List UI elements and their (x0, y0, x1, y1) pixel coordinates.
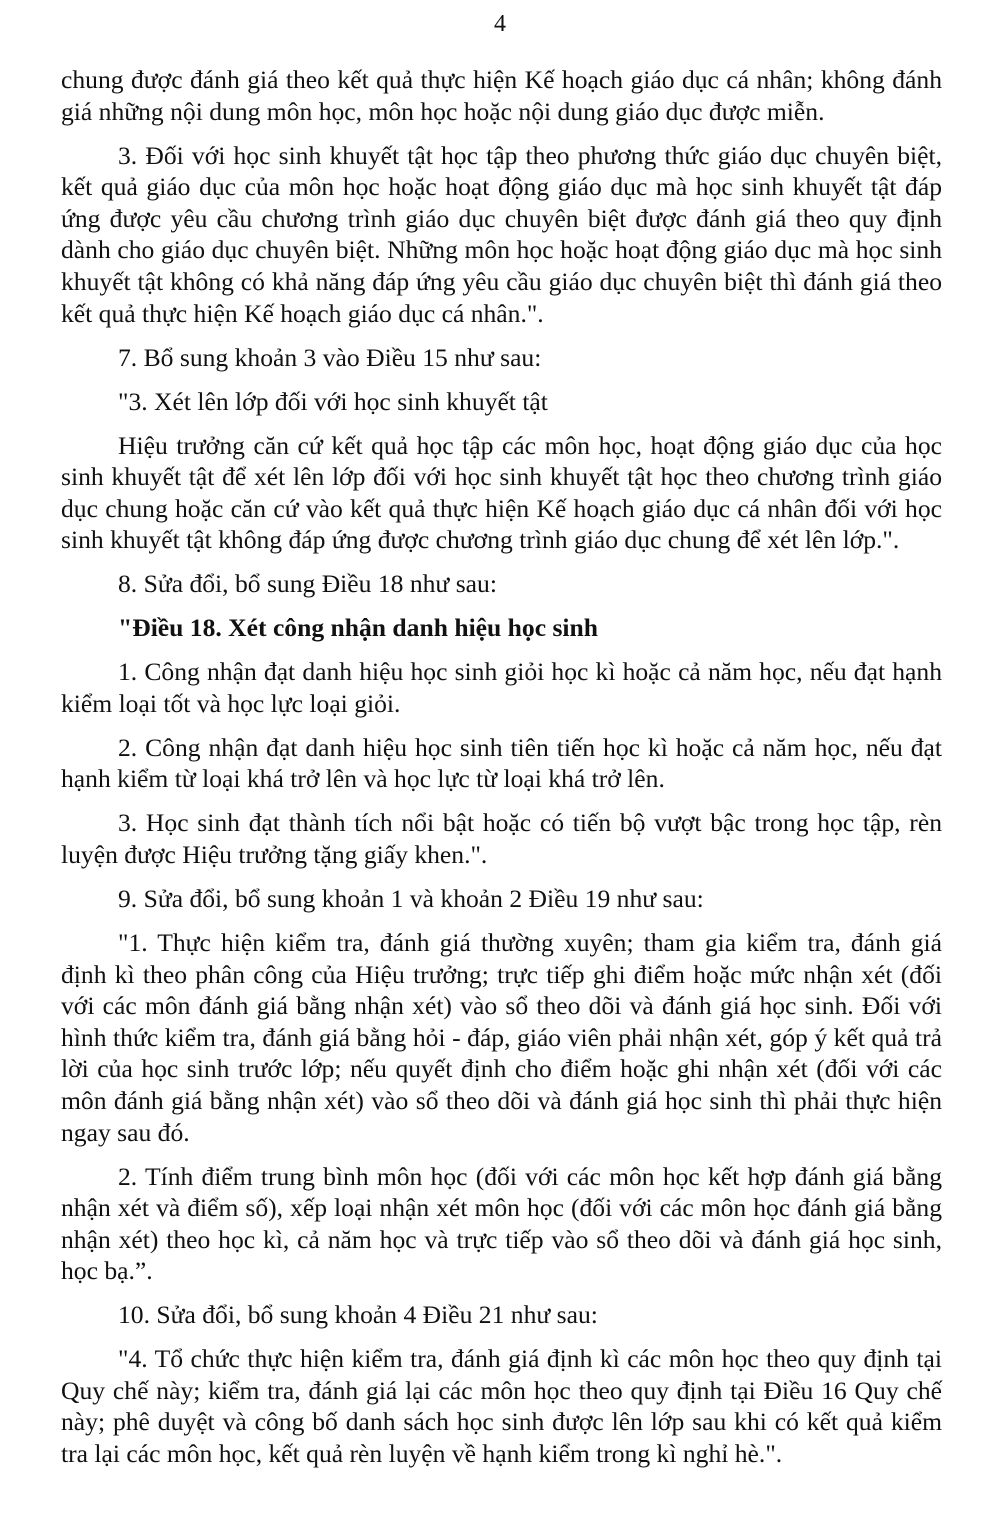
paragraph-excellent-student: 1. Công nhận đạt danh hiệu học sinh giỏi học kì hoặc cả năm học, nếu đạt hạnh kiểm loại tốt và học lực loại giỏi. (61, 657, 942, 718)
paragraph-clause-3-special-education: 3. Đối với học sinh khuyết tật học tập theo phương thức giáo dục chuyên biệt, kết quả giáo dục của môn học hoặc hoạt động giáo dục mà học sinh khuyết tật đáp ứng được yêu cầu chương trình giáo dục chuyên biệt được đánh giá theo quy định dành cho giáo dục chuyên biệt. Những môn học hoặc hoạt động giáo dục mà học sinh khuyết tật không có khả năng đáp ứng yêu cầu giáo dục chuyên biệt thì đánh giá theo kết quả thực hiện Kế hoạch giáo dục cá nhân.". (61, 140, 942, 328)
paragraph-merit-certificate: 3. Học sinh đạt thành tích nổi bật hoặc có tiến bộ vượt bậc trong học tập, rèn luyện được Hiệu trưởng tặng giấy khen.". (61, 808, 942, 869)
paragraph-continuation: chung được đánh giá theo kết quả thực hiện Kế hoạch giáo dục cá nhân; không đánh giá những nội dung môn học, môn học hoặc nội dung giáo dục được miễn. (61, 65, 942, 126)
paragraph-amendment-10: 10. Sửa đổi, bổ sung khoản 4 Điều 21 như sau: (118, 1300, 598, 1330)
paragraph-advanced-student: 2. Công nhận đạt danh hiệu học sinh tiên tiến học kì hoặc cả năm học, nếu đạt hạnh kiểm từ loại khá trở lên và học lực từ loại khá trở lên. (61, 732, 942, 794)
document-body (61, 64, 942, 1482)
paragraph-amendment-9: 9. Sửa đổi, bổ sung khoản 1 và khoản 2 Điều 19 như sau: (118, 883, 704, 913)
paragraph-teacher-assessment: "1. Thực hiện kiểm tra, đánh giá thường xuyên; tham gia kiểm tra, đánh giá định kì theo phân công của Hiệu trưởng; trực tiếp ghi điểm hoặc mức nhận xét (đối với các môn đánh giá bằng nhận xét) vào sổ theo dõi và đánh giá học sinh. Đối với hình thức kiểm tra, đánh giá bằng hỏi - đáp, giáo viên phải nhận xét, góp ý kết quả trả lời của học sinh trước lớp; nếu quyết định cho điểm hoặc ghi nhận xét (đối với các môn đánh giá bằng nhận xét) vào sổ theo dõi và đánh giá học sinh thì phải thực hiện ngay sau đó. (61, 927, 942, 1147)
paragraph-clause-3-title: "3. Xét lên lớp đối với học sinh khuyết tật (118, 386, 548, 416)
paragraph-amendment-8: 8. Sửa đổi, bổ sung Điều 18 như sau: (118, 569, 497, 599)
page-number: 4 (494, 11, 506, 37)
paragraph-amendment-7: 7. Bổ sung khoản 3 vào Điều 15 như sau: (118, 342, 542, 372)
article-18-heading: "Điều 18. Xét công nhận danh hiệu học sinh (118, 613, 598, 643)
paragraph-periodic-assessment: "4. Tổ chức thực hiện kiểm tra, đánh giá định kì các môn học theo quy định tại Quy chế này; kiểm tra, đánh giá lại các môn học theo quy định tại Điều 16 Quy chế này; phê duyệt và công bố danh sách học sinh được lên lớp sau khi có kết quả kiểm tra lại các môn học, kết quả rèn luyện về hạnh kiểm trong kì nghỉ hè.". (61, 1344, 942, 1469)
paragraph-principal-promotion: Hiệu trưởng căn cứ kết quả học tập các môn học, hoạt động giáo dục của học sinh khuyết tật để xét lên lớp đối với học sinh khuyết tật học theo chương trình giáo dục chung hoặc căn cứ vào kết quả thực hiện Kế hoạch giáo dục cá nhân đối với học sinh khuyết tật không đáp ứng được chương trình giáo dục chung để xét lên lớp.". (61, 430, 942, 555)
paragraph-average-score: 2. Tính điểm trung bình môn học (đối với các môn học kết hợp đánh giá bằng nhận xét và điểm số), xếp loại nhận xét môn học (đối với các môn học đánh giá bằng nhận xét) theo học kì, cả năm học và trực tiếp vào sổ theo dõi và đánh giá học sinh, học bạ.”. (61, 1161, 942, 1286)
